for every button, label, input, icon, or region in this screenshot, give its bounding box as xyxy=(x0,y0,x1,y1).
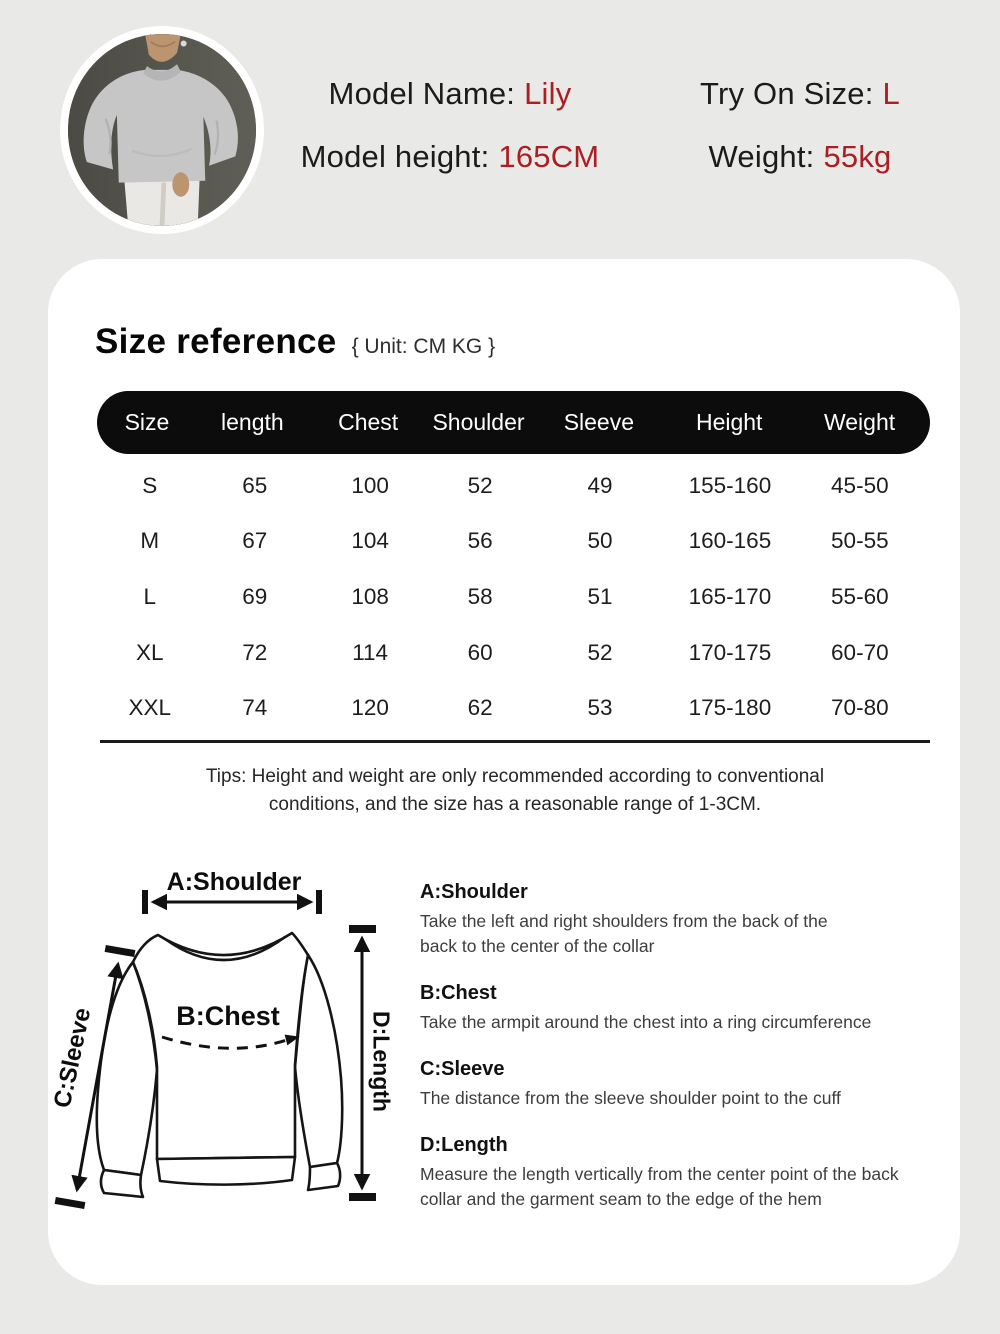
tips-text: Tips: Height and weight are only recommended according to conventional conditions, and the size has a reasonable range of 1-3CM. xyxy=(205,766,825,815)
size-table-header xyxy=(97,391,930,454)
table-bottom-divider xyxy=(100,740,930,743)
try-on-size-label: Try On Size: xyxy=(700,76,874,111)
table-cell: 56 xyxy=(467,528,493,554)
guide-item-length xyxy=(420,1131,976,1212)
column-header-chest: Chest xyxy=(338,409,399,435)
guide-item-desc: Measure the length vertically from the center point of the back collar and the garment seam to the edge of the hem xyxy=(420,1164,899,1209)
table-cell: 175-180 xyxy=(688,695,772,721)
table-cell: 160-165 xyxy=(688,528,772,554)
left-cuff xyxy=(101,1170,143,1197)
model-height-line xyxy=(250,137,650,177)
table-cell: 45-50 xyxy=(831,472,889,498)
diagram-label-chest: B:Chest xyxy=(176,1001,280,1031)
model-weight-line xyxy=(640,137,960,177)
model-name-line xyxy=(250,74,650,114)
table-cell: S xyxy=(142,472,158,498)
table-cell: 170-175 xyxy=(688,639,772,665)
try-on-size-line xyxy=(640,74,960,114)
table-cell: 50-55 xyxy=(831,528,889,554)
unit-note: { Unit: CM KG } xyxy=(351,335,496,358)
guide-item-chest xyxy=(420,979,976,1035)
table-cell: 50 xyxy=(587,528,613,554)
sweatshirt-drawing xyxy=(50,860,410,1220)
guide-item-desc: The distance from the sleeve shoulder point to the cuff xyxy=(420,1088,841,1108)
guide-item-sleeve xyxy=(420,1055,976,1111)
model-weight-value: 55kg xyxy=(823,139,892,174)
table-row-m xyxy=(100,514,930,570)
diagram-label-sleeve: C:Sleeve xyxy=(48,1005,97,1111)
earring xyxy=(181,41,187,47)
table-row-l xyxy=(100,569,930,625)
table-cell: XXL xyxy=(128,695,172,721)
table-cell: 120 xyxy=(351,695,389,721)
table-cell: 69 xyxy=(242,583,268,609)
pants-crease xyxy=(162,183,164,226)
measurement-diagram xyxy=(50,860,410,1220)
table-cell: 65 xyxy=(242,472,268,498)
model-height-label: Model height: xyxy=(300,139,490,174)
diagram-label-length: D:Length xyxy=(368,1011,395,1112)
guide-item-desc: Take the left and right shoulders from the back of the back to the center of the collar xyxy=(420,911,828,956)
hem-band xyxy=(157,1157,295,1185)
table-cell: L xyxy=(143,583,157,609)
column-header-height: Height xyxy=(695,409,763,435)
diagram-label-shoulder: A:Shoulder xyxy=(166,868,302,896)
table-cell: 108 xyxy=(351,583,389,609)
right-cuff xyxy=(308,1163,340,1190)
column-header-sleeve: Sleeve xyxy=(563,409,635,435)
table-cell: 60 xyxy=(467,639,493,665)
guide-item-title: D:Length xyxy=(420,1134,508,1156)
table-cell: 52 xyxy=(467,472,493,498)
model-photo-illustration xyxy=(68,34,256,226)
guide-item-title: A:Shoulder xyxy=(420,881,528,903)
model-info-right xyxy=(640,74,960,177)
size-reference-header xyxy=(95,322,495,362)
table-cell: 155-160 xyxy=(688,472,772,498)
guide-item-title: C:Sleeve xyxy=(420,1058,505,1080)
table-cell: 52 xyxy=(587,639,613,665)
table-cell: 74 xyxy=(242,695,268,721)
model-photo xyxy=(60,26,264,234)
table-cell: 67 xyxy=(242,528,268,554)
table-row-s xyxy=(100,458,930,514)
model-name-value: Lily xyxy=(524,76,572,111)
column-header-length: length xyxy=(221,409,284,435)
table-cell: 62 xyxy=(467,695,493,721)
column-header-shoulder: Shoulder xyxy=(432,409,525,435)
model-weight-label: Weight: xyxy=(708,139,815,174)
table-cell: 114 xyxy=(352,639,389,665)
table-cell: 60-70 xyxy=(831,639,889,665)
table-cell: 72 xyxy=(242,639,268,665)
table-row-xl xyxy=(100,625,930,681)
table-cell: 70-80 xyxy=(831,695,889,721)
table-cell: 49 xyxy=(587,472,613,498)
model-info-left xyxy=(250,74,650,177)
try-on-size-value: L xyxy=(882,76,900,111)
section-title: Size reference xyxy=(95,322,337,361)
measure-guide xyxy=(420,878,976,1232)
table-cell: 100 xyxy=(351,472,389,498)
table-cell: 51 xyxy=(587,583,613,609)
guide-item-title: B:Chest xyxy=(420,982,497,1004)
column-header-weight: Weight xyxy=(823,409,896,435)
table-cell: 165-170 xyxy=(688,583,772,609)
size-table-body xyxy=(100,458,930,736)
model-height-value: 165CM xyxy=(498,139,600,174)
table-row-xxl xyxy=(100,680,930,736)
model-name-label: Model Name: xyxy=(328,76,516,111)
table-cell: 104 xyxy=(351,528,389,554)
column-header-size: Size xyxy=(124,409,170,435)
table-cell: M xyxy=(140,528,160,554)
table-cell: XL xyxy=(136,639,164,665)
table-cell: 53 xyxy=(587,695,613,721)
table-cell: 55-60 xyxy=(831,583,889,609)
guide-item-shoulder xyxy=(420,878,976,959)
guide-item-desc: Take the armpit around the chest into a ring circumference xyxy=(420,1012,872,1032)
model-hand xyxy=(172,172,189,196)
table-cell: 58 xyxy=(467,583,493,609)
torso xyxy=(133,933,308,1159)
